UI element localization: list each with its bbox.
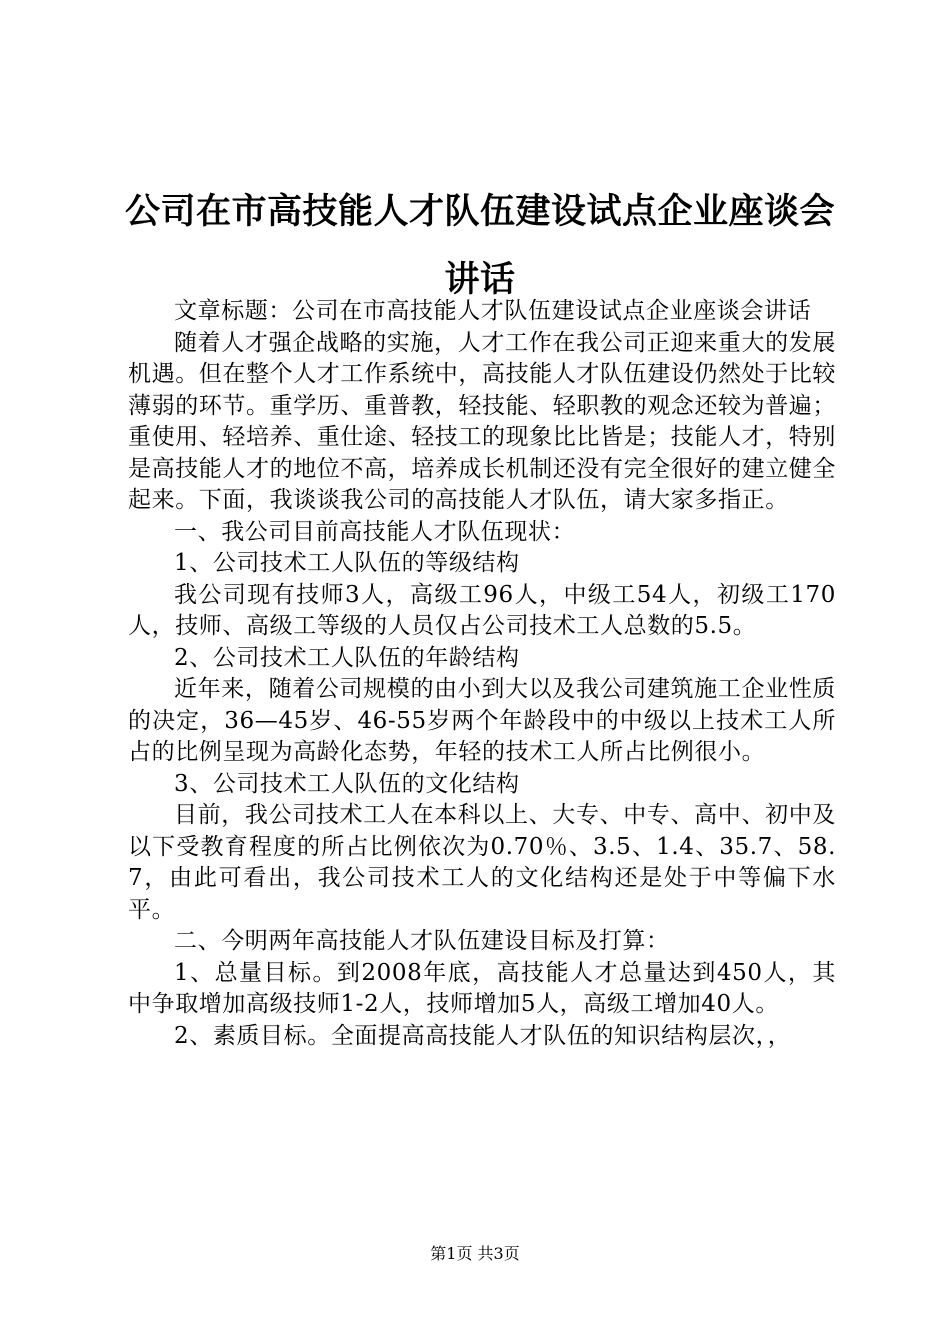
page-number-footer: 第1页 共3页	[430, 1244, 520, 1263]
subheading-age-structure: 2、公司技术工人队伍的年龄结构	[174, 644, 520, 671]
paragraph-total-goal: 1、总量目标。到2008年底，高技能人才总量达到450人，其中争取增加高级技师1-2人，技师增加5人，高级工增加40人。	[128, 959, 836, 1017]
document-title: 公司在市高技能人才队伍建设试点企业座谈会讲话	[124, 192, 835, 300]
paragraph-grade-structure: 我公司现有技师3人，高级工96人，中级工54人，初级工170人，技师、高级工等级的人员仅占公司技术工人总数的5.5。	[128, 581, 836, 639]
paragraph-quality-goal: 2、素质目标。全面提高高技能人才队伍的知识结构层次，，	[174, 1022, 792, 1049]
paragraph-article-heading: 文章标题：公司在市高技能人才队伍建设试点企业座谈会讲话	[174, 298, 812, 324]
document-body	[128, 296, 836, 1052]
section-heading-goals-plans: 二、今明两年高技能人才队伍建设目标及打算：	[174, 928, 670, 954]
paragraph-age-structure: 近年来，随着公司规模的由小到大以及我公司建筑施工企业性质的决定，36—45岁、46-55岁两个年龄段中的中级以上技术工人所占的比例呈现为高龄化态势，年轻的技术工人所占比例很小。	[128, 676, 836, 765]
section-heading-current-status: 一、我公司目前高技能人才队伍现状：	[174, 518, 576, 545]
subheading-grade-structure: 1、公司技术工人队伍的等级结构	[174, 550, 520, 576]
subheading-education-structure: 3、公司技术工人队伍的文化结构	[174, 770, 520, 797]
paragraph-education-structure: 目前，我公司技术工人在本科以上、大专、中专、高中、初中及以下受教育程度的所占比例依次为0.70％、3.5、1.4、35.7、58.7，由此可看出，我公司技术工人的文化结构还是处于中等偏下水平。	[128, 802, 836, 923]
paragraph-introduction: 随着人才强企战略的实施，人才工作在我公司正迎来重大的发展机遇。但在整个人才工作系统中，高技能人才队伍建设仍然处于比较薄弱的环节。重学历、重普教，轻技能、轻职教的观念还较为普遍；重使用、轻培养、重仕途、轻技工的现象比比皆是；技能人才，特别是高技能人才的地位不高，培养成长机制还没有完全很好的建立健全起来。下面，我谈谈我公司的高技能人才队伍，请大家多指正。	[128, 329, 836, 513]
